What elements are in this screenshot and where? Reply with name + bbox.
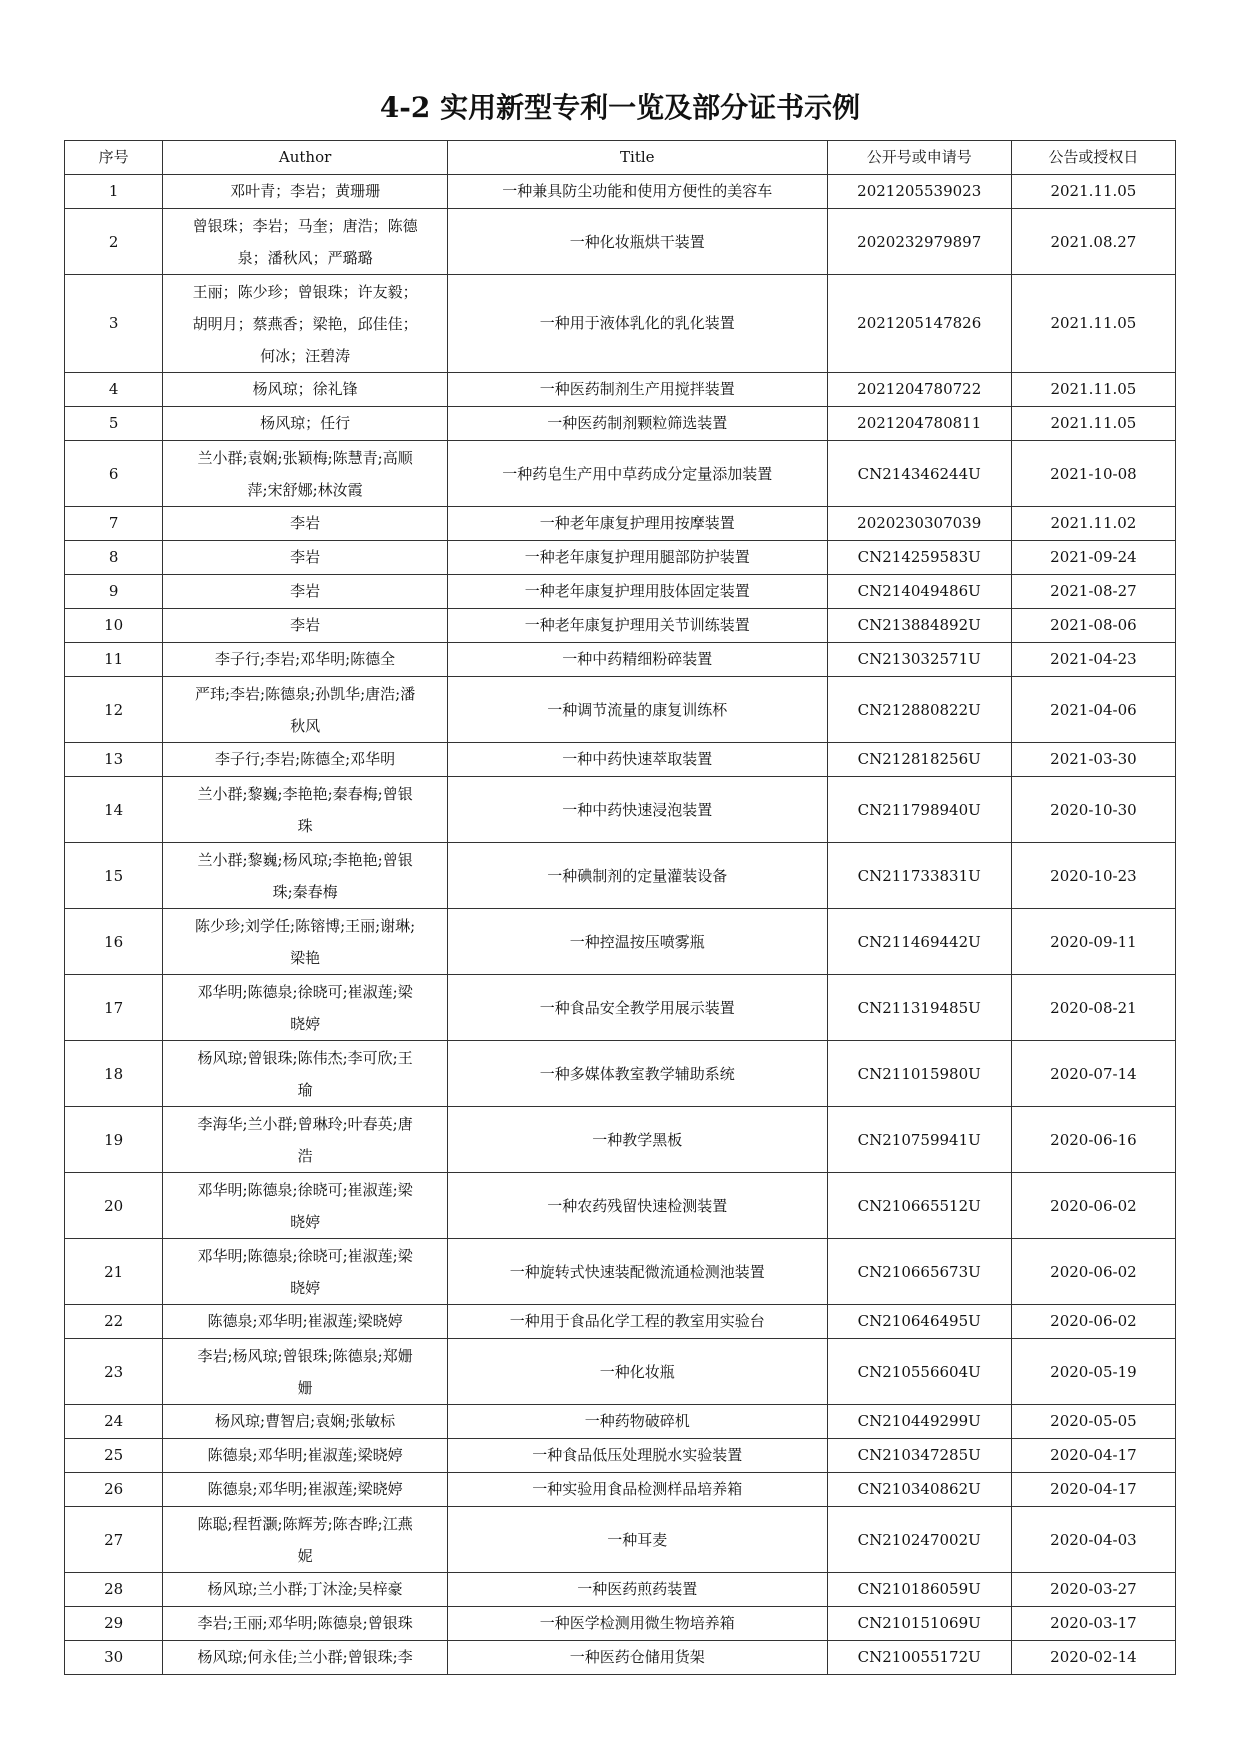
cell-index: 6 xyxy=(65,441,163,507)
cell-index: 5 xyxy=(65,407,163,441)
cell-index: 20 xyxy=(65,1173,163,1239)
cell-date: 2020-04-17 xyxy=(1011,1439,1175,1473)
cell-authors xyxy=(163,1473,448,1507)
cell-authors xyxy=(163,1173,448,1239)
table-row xyxy=(65,407,1176,441)
page-title: 4-2 实用新型专利一览及部分证书示例 xyxy=(379,91,861,124)
author-line: 珠;秦春梅 xyxy=(272,882,338,901)
cell-date: 2020-07-14 xyxy=(1011,1041,1175,1107)
cell-number: CN210340862U xyxy=(827,1473,1011,1507)
cell-date: 2020-05-05 xyxy=(1011,1405,1175,1439)
cell-number: CN210347285U xyxy=(827,1439,1011,1473)
cell-number: CN210556604U xyxy=(827,1339,1011,1405)
cell-title: 一种食品安全教学用展示装置 xyxy=(447,975,827,1041)
cell-authors xyxy=(163,275,448,373)
cell-date: 2021-03-30 xyxy=(1011,743,1175,777)
cell-number: CN213032571U xyxy=(827,643,1011,677)
table-row xyxy=(65,1305,1176,1339)
table-row xyxy=(65,843,1176,909)
cell-date: 2020-04-17 xyxy=(1011,1473,1175,1507)
table-row xyxy=(65,677,1176,743)
table-row xyxy=(65,373,1176,407)
cell-title: 一种老年康复护理用肢体固定装置 xyxy=(447,575,827,609)
cell-index: 11 xyxy=(65,643,163,677)
cell-date: 2020-04-03 xyxy=(1011,1507,1175,1573)
cell-title: 一种兼具防尘功能和使用方便性的美容车 xyxy=(447,175,827,209)
cell-number: CN213884892U xyxy=(827,609,1011,643)
author-line: 邓叶青；李岩；黄珊珊 xyxy=(230,182,381,200)
author-line: 胡明月；蔡燕香；梁艳，邱佳佳； xyxy=(192,314,418,333)
cell-number: CN210665673U xyxy=(827,1239,1011,1305)
cell-title: 一种医学检测用微生物培养箱 xyxy=(447,1607,827,1641)
cell-title: 一种旋转式快速装配微流通检测池装置 xyxy=(447,1239,827,1305)
author-line: 李岩 xyxy=(290,548,321,566)
table-row xyxy=(65,575,1176,609)
cell-index: 13 xyxy=(65,743,163,777)
author-line: 李岩;王丽;邓华明;陈德泉;曾银珠 xyxy=(197,1614,413,1632)
author-line: 萍;宋舒娜;林汝霞 xyxy=(247,480,363,499)
cell-authors xyxy=(163,609,448,643)
cell-authors xyxy=(163,1641,448,1675)
cell-authors xyxy=(163,441,448,507)
author-line: 陈聪;程哲灏;陈辉芳;陈杏晔;江燕 xyxy=(197,1514,413,1533)
cell-index: 2 xyxy=(65,209,163,275)
author-line: 李子行;李岩;邓华明;陈德全 xyxy=(215,650,396,668)
cell-authors xyxy=(163,1239,448,1305)
author-line: 陈德泉;邓华明;崔淑莲;梁晓婷 xyxy=(207,1480,403,1498)
author-line: 兰小群;黎巍;杨风琼;李艳艳;曾银 xyxy=(197,850,413,869)
author-line: 邓华明;陈德泉;徐晓可;崔淑莲;梁 xyxy=(197,1246,413,1265)
table-row xyxy=(65,743,1176,777)
table-row xyxy=(65,1439,1176,1473)
table-row xyxy=(65,275,1176,373)
author-line: 兰小群;黎巍;李艳艳;秦春梅;曾银 xyxy=(197,784,413,803)
author-line: 杨风琼；任行 xyxy=(260,414,351,432)
cell-date: 2020-06-02 xyxy=(1011,1305,1175,1339)
cell-number: CN214049486U xyxy=(827,575,1011,609)
cell-index: 30 xyxy=(65,1641,163,1675)
table-row xyxy=(65,1607,1176,1641)
table-row xyxy=(65,643,1176,677)
cell-title: 一种老年康复护理用按摩装置 xyxy=(447,507,827,541)
cell-number: CN211319485U xyxy=(827,975,1011,1041)
author-line: 杨风琼;何永佳;兰小群;曾银珠;李 xyxy=(197,1648,413,1666)
cell-title: 一种医药煎药装置 xyxy=(447,1573,827,1607)
cell-number: 2021204780811 xyxy=(827,407,1011,441)
author-line: 陈少珍;刘学任;陈镕博;王丽;谢琳; xyxy=(194,916,416,935)
author-line: 杨风琼;曾银珠;陈伟杰;李可欣;王 xyxy=(197,1048,413,1067)
cell-date: 2020-06-02 xyxy=(1011,1239,1175,1305)
cell-number: CN210759941U xyxy=(827,1107,1011,1173)
table-row xyxy=(65,1507,1176,1573)
cell-number: CN214259583U xyxy=(827,541,1011,575)
cell-authors xyxy=(163,541,448,575)
cell-authors xyxy=(163,1439,448,1473)
author-line: 兰小群;袁娴;张颖梅;陈慧青;高顺 xyxy=(197,448,413,467)
cell-date: 2020-10-23 xyxy=(1011,843,1175,909)
table-header-row xyxy=(65,141,1176,175)
author-line: 李岩 xyxy=(290,616,321,634)
cell-title: 一种中药快速萃取装置 xyxy=(447,743,827,777)
cell-date: 2021-08-27 xyxy=(1011,575,1175,609)
cell-number: CN210151069U xyxy=(827,1607,1011,1641)
cell-title: 一种耳麦 xyxy=(447,1507,827,1573)
cell-authors xyxy=(163,175,448,209)
cell-title: 一种化妆瓶 xyxy=(447,1339,827,1405)
table-row xyxy=(65,541,1176,575)
cell-index: 29 xyxy=(65,1607,163,1641)
cell-index: 8 xyxy=(65,541,163,575)
cell-number: CN214346244U xyxy=(827,441,1011,507)
cell-number: CN211015980U xyxy=(827,1041,1011,1107)
cell-number: 2021205539023 xyxy=(827,175,1011,209)
table-row xyxy=(65,1239,1176,1305)
cell-date: 2020-03-17 xyxy=(1011,1607,1175,1641)
cell-authors xyxy=(163,1607,448,1641)
author-line: 杨风琼;曹智启;袁娴;张敏标 xyxy=(215,1412,396,1430)
author-line: 浩 xyxy=(297,1146,313,1165)
cell-authors xyxy=(163,677,448,743)
cell-date: 2020-02-14 xyxy=(1011,1641,1175,1675)
header-date: 公告或授权日 xyxy=(1011,141,1175,175)
cell-date: 2020-08-21 xyxy=(1011,975,1175,1041)
author-line: 李海华;兰小群;曾琳玲;叶春英;唐 xyxy=(197,1114,413,1133)
cell-title: 一种实验用食品检测样品培养箱 xyxy=(447,1473,827,1507)
table-row xyxy=(65,975,1176,1041)
cell-date: 2021.11.05 xyxy=(1011,275,1175,373)
author-line: 晓婷 xyxy=(290,1278,321,1297)
author-line: 李岩 xyxy=(290,582,321,600)
cell-title: 一种教学黑板 xyxy=(447,1107,827,1173)
author-line: 李岩 xyxy=(290,514,321,532)
cell-title: 一种食品低压处理脱水实验装置 xyxy=(447,1439,827,1473)
cell-date: 2021-04-23 xyxy=(1011,643,1175,677)
cell-number: CN212880822U xyxy=(827,677,1011,743)
cell-authors xyxy=(163,507,448,541)
cell-index: 10 xyxy=(65,609,163,643)
header-author: Author xyxy=(163,141,448,175)
table-row xyxy=(65,1041,1176,1107)
cell-date: 2021.11.02 xyxy=(1011,507,1175,541)
cell-index: 28 xyxy=(65,1573,163,1607)
cell-authors xyxy=(163,209,448,275)
cell-index: 14 xyxy=(65,777,163,843)
cell-title: 一种医药制剂颗粒筛选装置 xyxy=(447,407,827,441)
cell-authors xyxy=(163,373,448,407)
author-line: 晓婷 xyxy=(290,1212,321,1231)
patent-table xyxy=(64,140,1176,1675)
cell-date: 2021-08-06 xyxy=(1011,609,1175,643)
table-row xyxy=(65,1405,1176,1439)
cell-date: 2020-09-11 xyxy=(1011,909,1175,975)
cell-title: 一种调节流量的康复训练杯 xyxy=(447,677,827,743)
cell-number: CN210665512U xyxy=(827,1173,1011,1239)
table-row xyxy=(65,909,1176,975)
cell-number: CN210186059U xyxy=(827,1573,1011,1607)
cell-index: 18 xyxy=(65,1041,163,1107)
cell-authors xyxy=(163,909,448,975)
cell-index: 4 xyxy=(65,373,163,407)
cell-number: CN211733831U xyxy=(827,843,1011,909)
cell-date: 2021-09-24 xyxy=(1011,541,1175,575)
cell-date: 2020-05-19 xyxy=(1011,1339,1175,1405)
cell-title: 一种控温按压喷雾瓶 xyxy=(447,909,827,975)
author-line: 瑜 xyxy=(297,1080,313,1099)
cell-index: 3 xyxy=(65,275,163,373)
cell-title: 一种碘制剂的定量灌装设备 xyxy=(447,843,827,909)
cell-authors xyxy=(163,1507,448,1573)
cell-authors xyxy=(163,975,448,1041)
author-line: 曾银珠；李岩；马奎；唐浩；陈德 xyxy=(192,216,418,235)
table-row xyxy=(65,507,1176,541)
cell-index: 9 xyxy=(65,575,163,609)
author-line: 何冰；汪碧涛 xyxy=(260,346,351,365)
cell-date: 2020-03-27 xyxy=(1011,1573,1175,1607)
cell-index: 21 xyxy=(65,1239,163,1305)
table-row xyxy=(65,1641,1176,1675)
cell-authors xyxy=(163,1573,448,1607)
author-line: 李子行;李岩;陈德全;邓华明 xyxy=(215,750,396,768)
cell-authors xyxy=(163,743,448,777)
cell-index: 23 xyxy=(65,1339,163,1405)
author-line: 珠 xyxy=(297,816,313,835)
cell-title: 一种药皂生产用中草药成分定量添加装置 xyxy=(447,441,827,507)
author-line: 严玮;李岩;陈德泉;孙凯华;唐浩;潘 xyxy=(194,684,416,703)
cell-date: 2020-10-30 xyxy=(1011,777,1175,843)
author-line: 秋风 xyxy=(290,716,321,735)
author-line: 晓婷 xyxy=(290,1014,321,1033)
cell-index: 7 xyxy=(65,507,163,541)
cell-index: 25 xyxy=(65,1439,163,1473)
cell-date: 2020-06-02 xyxy=(1011,1173,1175,1239)
cell-title: 一种化妆瓶烘干装置 xyxy=(447,209,827,275)
table-row xyxy=(65,175,1176,209)
cell-title: 一种老年康复护理用腿部防护装置 xyxy=(447,541,827,575)
cell-title: 一种农药残留快速检测装置 xyxy=(447,1173,827,1239)
author-line: 陈德泉;邓华明;崔淑莲;梁晓婷 xyxy=(207,1446,403,1464)
cell-number: CN210247002U xyxy=(827,1507,1011,1573)
cell-date: 2021.08.27 xyxy=(1011,209,1175,275)
cell-number: CN210646495U xyxy=(827,1305,1011,1339)
table-row xyxy=(65,1473,1176,1507)
cell-title: 一种用于液体乳化的乳化装置 xyxy=(447,275,827,373)
table-row xyxy=(65,209,1176,275)
cell-index: 22 xyxy=(65,1305,163,1339)
cell-date: 2020-06-16 xyxy=(1011,1107,1175,1173)
cell-title: 一种中药快速浸泡装置 xyxy=(447,777,827,843)
cell-number: 2021205147826 xyxy=(827,275,1011,373)
cell-date: 2021.11.05 xyxy=(1011,407,1175,441)
author-line: 陈德泉;邓华明;崔淑莲;梁晓婷 xyxy=(207,1312,403,1330)
cell-authors xyxy=(163,575,448,609)
cell-title: 一种老年康复护理用关节训练装置 xyxy=(447,609,827,643)
cell-number: CN211798940U xyxy=(827,777,1011,843)
author-line: 梁艳 xyxy=(290,948,321,967)
cell-title: 一种医药仓储用货架 xyxy=(447,1641,827,1675)
cell-number: 2020232979897 xyxy=(827,209,1011,275)
author-line: 姗 xyxy=(297,1378,313,1397)
author-line: 邓华明;陈德泉;徐晓可;崔淑莲;梁 xyxy=(197,1180,413,1199)
cell-number: CN210055172U xyxy=(827,1641,1011,1675)
author-line: 泉；潘秋风；严璐璐 xyxy=(237,248,373,267)
cell-authors xyxy=(163,777,448,843)
cell-date: 2021.11.05 xyxy=(1011,175,1175,209)
cell-date: 2021-04-06 xyxy=(1011,677,1175,743)
cell-title: 一种用于食品化学工程的教室用实验台 xyxy=(447,1305,827,1339)
cell-number: CN211469442U xyxy=(827,909,1011,975)
author-line: 李岩;杨风琼;曾银珠;陈德泉;郑姗 xyxy=(197,1346,413,1365)
table-row xyxy=(65,609,1176,643)
cell-number: 2020230307039 xyxy=(827,507,1011,541)
table-row xyxy=(65,441,1176,507)
cell-index: 16 xyxy=(65,909,163,975)
cell-index: 19 xyxy=(65,1107,163,1173)
cell-index: 15 xyxy=(65,843,163,909)
cell-index: 24 xyxy=(65,1405,163,1439)
cell-index: 1 xyxy=(65,175,163,209)
cell-date: 2021.11.05 xyxy=(1011,373,1175,407)
cell-index: 26 xyxy=(65,1473,163,1507)
cell-number: 2021204780722 xyxy=(827,373,1011,407)
cell-index: 12 xyxy=(65,677,163,743)
cell-authors xyxy=(163,1305,448,1339)
cell-authors xyxy=(163,643,448,677)
cell-number: CN212818256U xyxy=(827,743,1011,777)
header-index: 序号 xyxy=(65,141,163,175)
table-row xyxy=(65,1107,1176,1173)
author-line: 王丽；陈少珍；曾银珠；许友毅； xyxy=(192,282,418,301)
table-row xyxy=(65,777,1176,843)
cell-authors xyxy=(163,1405,448,1439)
cell-title: 一种医药制剂生产用搅拌装置 xyxy=(447,373,827,407)
author-line: 杨风琼;兰小群;丁沐淦;吴梓豪 xyxy=(207,1580,403,1598)
author-line: 邓华明;陈德泉;徐晓可;崔淑莲;梁 xyxy=(197,982,413,1001)
cell-title: 一种中药精细粉碎装置 xyxy=(447,643,827,677)
cell-authors xyxy=(163,1339,448,1405)
cell-number: CN210449299U xyxy=(827,1405,1011,1439)
table-row xyxy=(65,1339,1176,1405)
table-row xyxy=(65,1573,1176,1607)
cell-title: 一种多媒体教室教学辅助系统 xyxy=(447,1041,827,1107)
cell-authors xyxy=(163,1107,448,1173)
header-title: Title xyxy=(447,141,827,175)
cell-date: 2021-10-08 xyxy=(1011,441,1175,507)
cell-authors xyxy=(163,407,448,441)
cell-authors xyxy=(163,843,448,909)
cell-authors xyxy=(163,1041,448,1107)
cell-index: 17 xyxy=(65,975,163,1041)
author-line: 妮 xyxy=(297,1546,313,1565)
cell-title: 一种药物破碎机 xyxy=(447,1405,827,1439)
author-line: 杨风琼；徐礼锋 xyxy=(252,380,358,398)
table-row xyxy=(65,1173,1176,1239)
cell-index: 27 xyxy=(65,1507,163,1573)
header-number: 公开号或申请号 xyxy=(827,141,1011,175)
